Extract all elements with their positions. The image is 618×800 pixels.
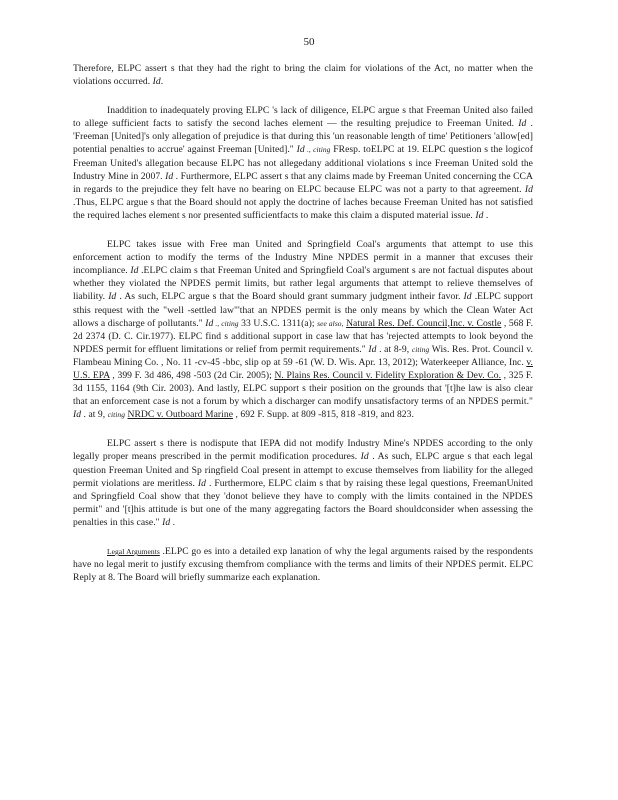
text-segment: ELPC takes issue with Free man United and Springfield Coal's arguments that attempt to use this enforcement action to modify the terms of the Industry Mine NPDES permit in a manner that excuses their incompliance. — [73, 239, 533, 277]
citation-id: Id — [296, 144, 305, 156]
text-segment: FResp. toELPC at 19. ELPC question s the logicof Freeman United's allegation because ELPC has not allegedany additional violations s ince Freeman United sold the Industry Mine in 2007. — [73, 144, 533, 182]
paragraph-3 — [73, 238, 533, 421]
text-segment: . As such, ELPC argue s that each legal question Freeman United and Sp ringfield Coal present in attempt to excuse themselves from liability for the alleged permit violations are meritless. — [73, 451, 533, 489]
citation-id: Id — [165, 170, 174, 182]
text-segment: , 325 F. 3d 1155, 1164 (9th Cir. 2003). And lastly, ELPC support s their position on the grounds that '[t]he law is also clear that an enforcement case is not a forum by which a discharger can modify unsatisfactory terms of an NPDES permit." — [73, 369, 533, 408]
text-segment: . 'Freeman [United]'s only allegation of prejudice is that during this 'un reasonable length of time' Petitioners 'allow[ed] potential penalties to accrue' against Freeman [United]." — [73, 118, 533, 156]
text-segment: , 568 F. 2d 2374 (D. C. Cir.1977). ELPC find s additional support in case law that has 'rejected attempts to look beyond the NPDES permit for effluent limitations or relief from permit requirements." — [73, 317, 534, 355]
citation-id: Id — [360, 451, 369, 463]
case-name: Natural Res. Def. Council,Inc. v. Costle — [346, 317, 502, 329]
case-name: NRDC v. Outboard Marine — [127, 409, 234, 421]
text-segment: Wis. Res. Prot. Council v. Flambeau Mining Co. , No. 11 -cv-45 -bbc, slip op at 59 -61 (W. D. Wis. Apr. 13, 2012); Waterkeeper Alliance, Inc. — [73, 343, 533, 368]
citation-id: Id — [518, 118, 527, 130]
text-segment: . at 9, — [81, 409, 108, 421]
section-heading: Legal Arguments — [107, 547, 160, 556]
citation-signal: see also, — [317, 318, 344, 328]
text-segment: Therefore, ELPC assert s that they had the right to bring the claim for violations of the Act, no matter when the violations occurred. — [73, 63, 533, 88]
paragraph-4 — [73, 437, 533, 529]
text-segment: . — [160, 76, 164, 88]
text-segment: ELPC assert s there is nodispute that IEPA did not modify Industry Mine's NPDES according to the only legally proper means prescribed in the permit modification procedures. — [73, 438, 533, 463]
page-number: 50 — [303, 36, 315, 48]
case-name: N. Plains Res. Council v. Fidelity Exploration & Dev. Co. — [274, 369, 502, 381]
paragraph-1 — [73, 62, 533, 88]
text-segment: 33 U.S.C. 1311(a); — [238, 317, 318, 329]
citation-id: Id — [162, 516, 171, 528]
citation-id: Id — [130, 265, 139, 277]
paragraph-5 — [73, 545, 533, 584]
citation-id: Id — [152, 76, 161, 88]
citation-signal: citing — [107, 410, 126, 420]
text-segment: . Furthermore, ELPC claim s that by raising these legal questions, FreemanUnited and Springfield Coal show that they 'donot believe they have to comply with the limits contained in the NPDES permit" and '[t]his attitude is but one of the many aggregating factors the Board shouldconsider when assessing the penalties in this case." — [73, 477, 533, 528]
citation-id: Id — [197, 477, 207, 489]
text-segment: . — [483, 209, 489, 221]
text-segment: , 692 F. Supp. at 809 -815, 818 -819, and 823. — [233, 409, 414, 421]
citation-id: Id — [73, 409, 82, 421]
citation-id: Id — [108, 291, 117, 303]
text-segment: Inaddition to inadequately proving ELPC 's lack of diligence, ELPC argue s that Freeman United also failed to allege sufficient facts to satisfy the second laches element — the resulting prejudice to Freeman United. — [73, 105, 533, 130]
text-segment: . As such, ELPC argue s that the Board should grant summary judgment intheir favor. — [116, 291, 464, 303]
text-segment: . at 8-9, — [376, 343, 412, 355]
citation-id: Id — [205, 317, 214, 329]
paragraph-2 — [73, 104, 533, 222]
text-segment: .Thus, ELPC argue s that the Board should not apply the doctrine of laches because Freeman United has not satisfied the required laches element s nor presented sufficientfacts to make this claim a disputed material issue. — [73, 196, 533, 221]
citation-signal: citing — [411, 344, 430, 354]
citation-signal: ., citing — [213, 318, 239, 328]
citation-id: Id — [463, 291, 472, 303]
citation-id: Id — [368, 343, 377, 355]
citation-id: Id — [524, 183, 533, 195]
text-segment: . — [170, 516, 176, 528]
text-segment: .ELPC support sthis request with the "well -settled law"'that an NPDES permit is the only means by which the Clean Water Act allows a discharge of pollutants." — [73, 291, 533, 329]
text-segment: .ELPC go es into a detailed exp lanation of why the legal arguments raised by the respondents have no legal merit to justify excusing themfrom compliance with the terms and limits of their NPDES permit. ELPC Reply at 8. The Board will briefly summarize each explanation. — [73, 546, 533, 584]
text-segment: .ELPC claim s that Freeman United and Springfield Coal's argument s are not factual disputes about whether they violated the NPDES permit limits, but rather legal arguments that attempt to relieve themselves of liability. — [73, 265, 533, 303]
case-name: v. U.S. EPA — [73, 356, 533, 381]
text-segment: , 399 F. 3d 486, 498 -503 (2d Cir. 2005); — [109, 369, 275, 381]
citation-id: Id — [475, 209, 484, 221]
citation-signal: ., citing — [304, 145, 331, 155]
text-segment: . Furthermore, ELPC assert s that any claims made by Freeman United concerning the CCA in regards to the prejudice they felt have no bearing on ELPC because ELPC was not a party to that agreement. — [73, 170, 533, 195]
document-body — [73, 62, 533, 584]
